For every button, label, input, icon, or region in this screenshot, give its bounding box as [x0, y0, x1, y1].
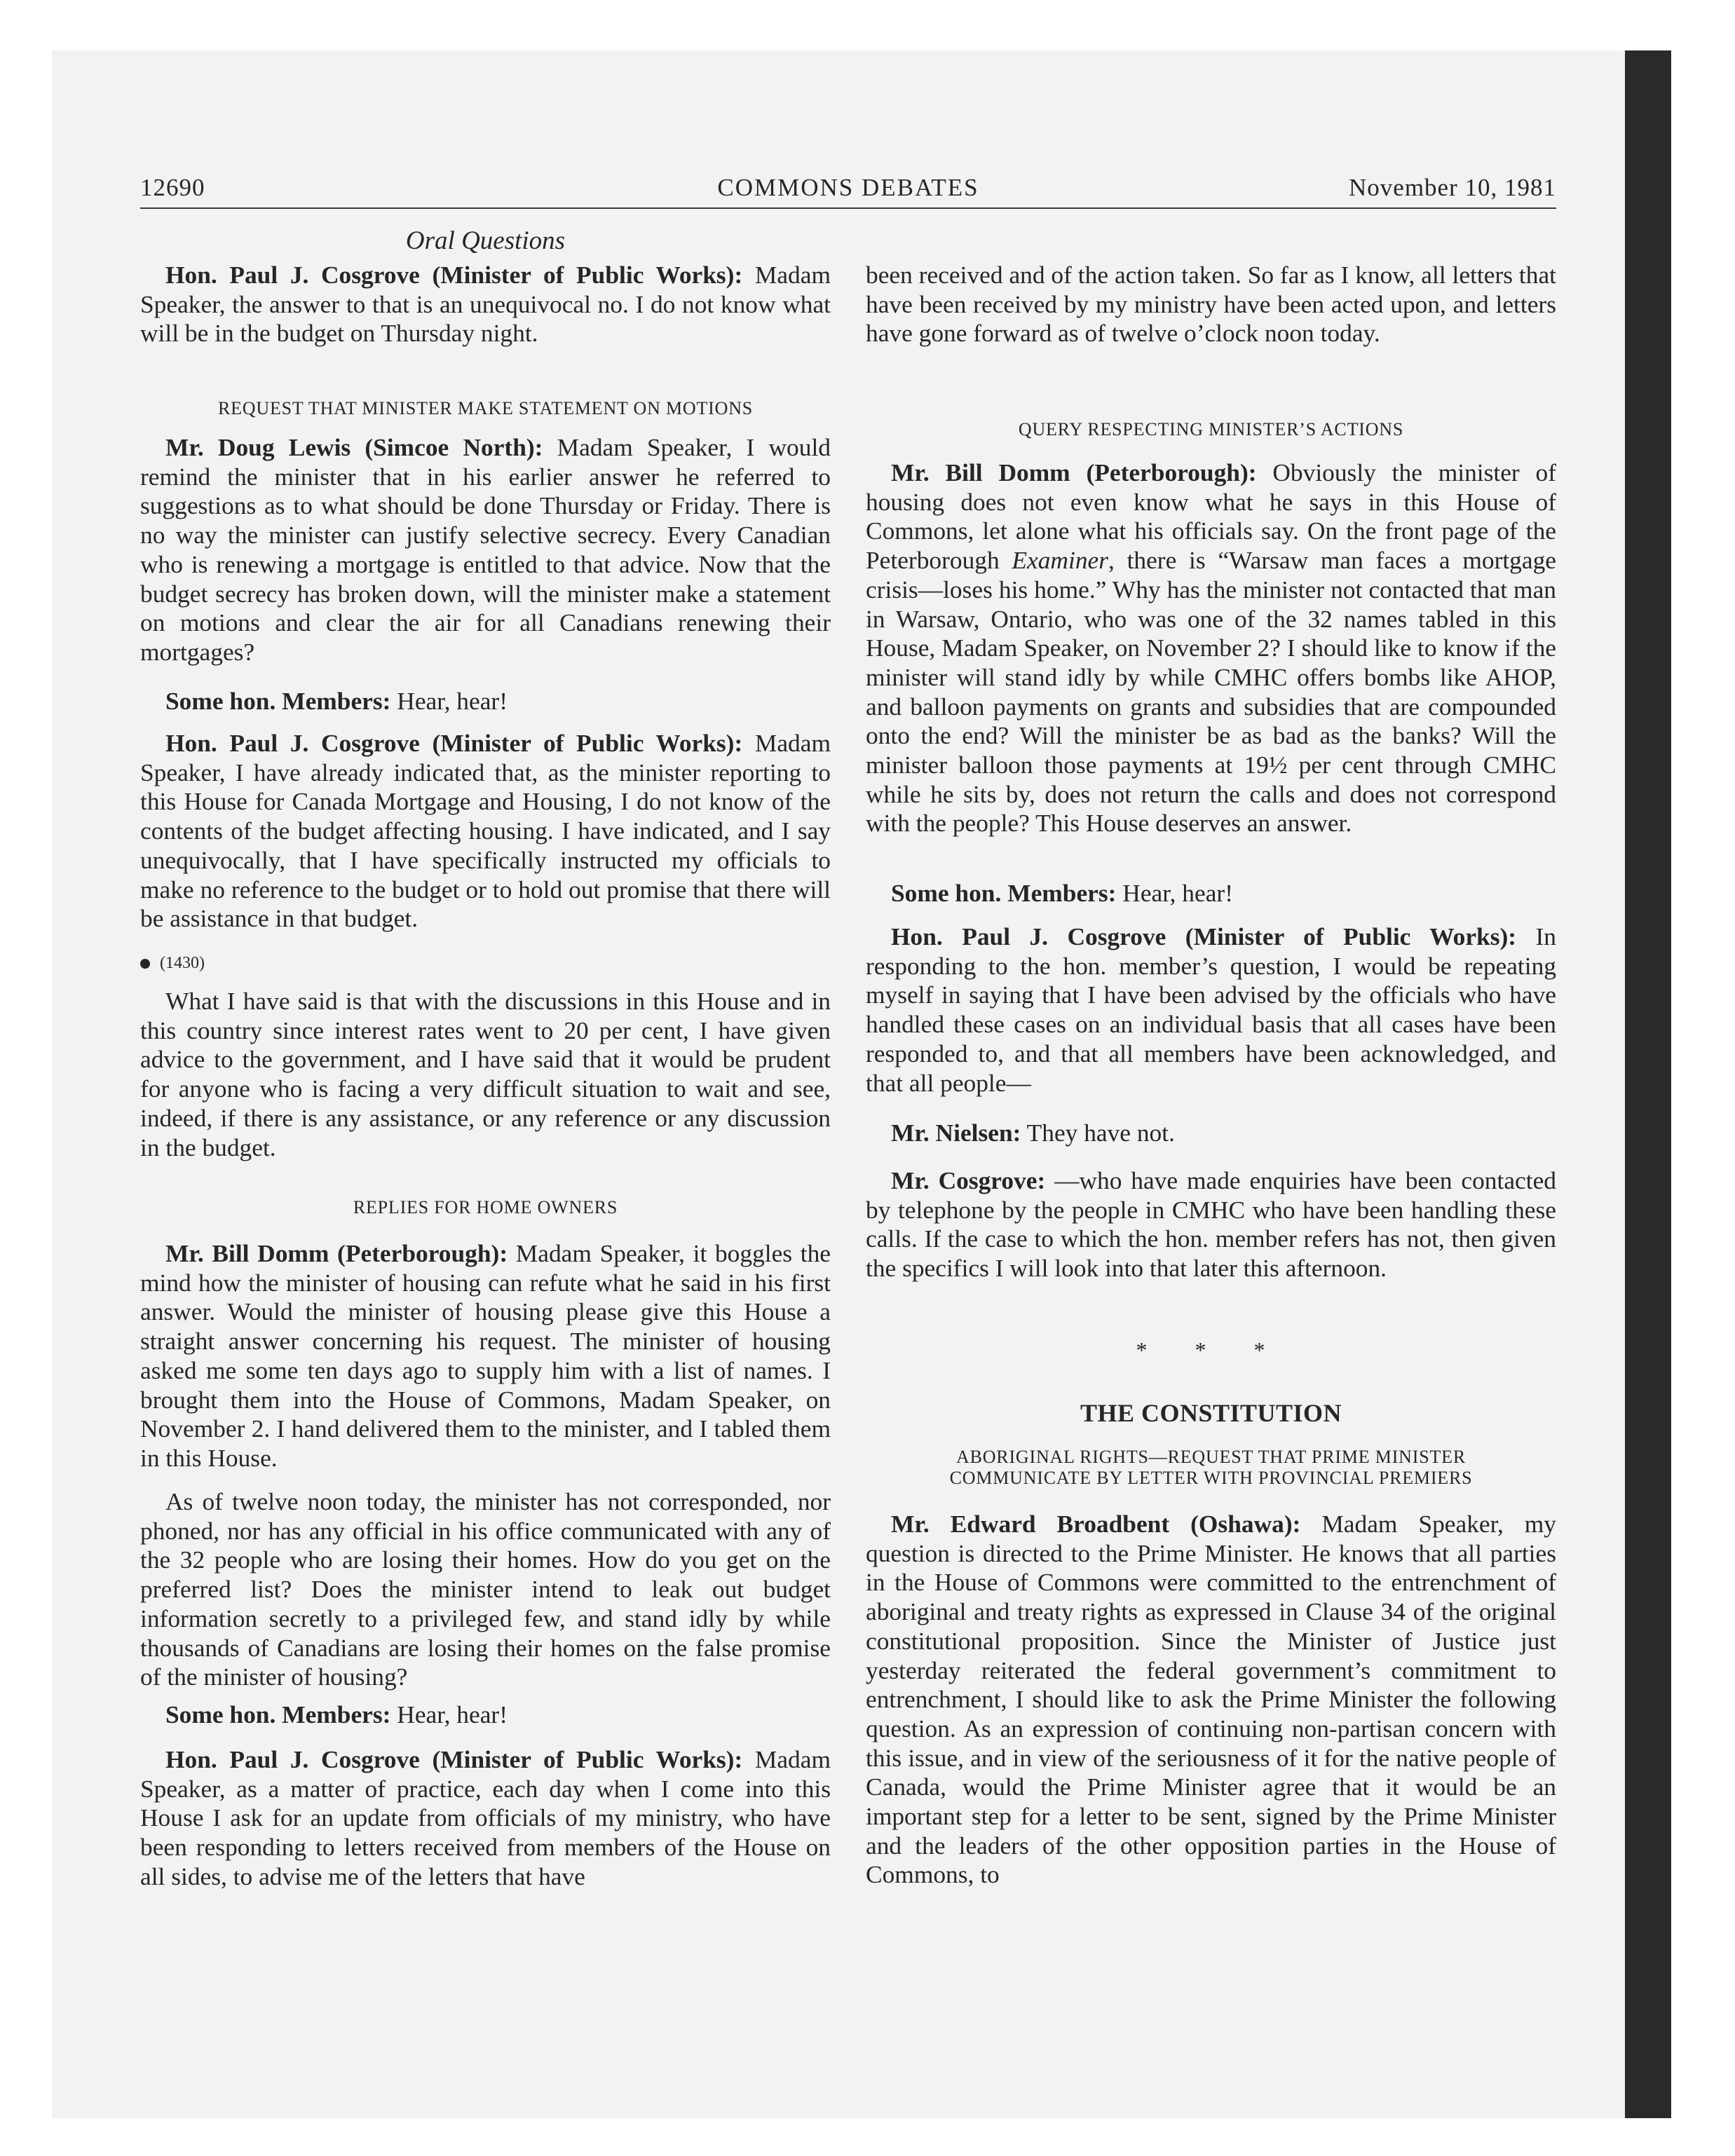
speaker-name: Some hon. Members: [165, 1700, 391, 1728]
page-header [140, 174, 1556, 207]
section-tag: Oral Questions [405, 226, 566, 255]
sub-heading-line-1: ABORIGINAL RIGHTS—REQUEST THAT PRIME MINISTER [956, 1447, 1466, 1467]
sub-heading: REQUEST THAT MINISTER MAKE STATEMENT ON MOTIONS [217, 398, 754, 418]
time-marker [140, 949, 831, 978]
speech-text: Madam Speaker, as a matter of practice, each day when I come into this House I ask for an update from officials of my ministry, who have been responding to letters received from members of the House on all sides, to advise me of the letters that have [140, 1745, 831, 1890]
speaker-name: Mr. Cosgrove: [891, 1166, 1046, 1194]
paragraph [140, 1239, 831, 1473]
right-column-block-3 [866, 879, 1556, 908]
right-column-block-2 [866, 458, 1556, 838]
speech-text: Obviously the minister of housing does not even know what he says in this House of Commons, let alone what his officials say. On the front page of the Peterborough [866, 458, 1556, 575]
paragraph: been received and of the action taken. So far as I know, all letters that have been received by my ministry have been acted upon, and letters have gone forward as of twelve o’clock noon today. [866, 261, 1556, 348]
paragraph [866, 1166, 1556, 1283]
speech-text: Hear, hear! [390, 687, 508, 715]
scan-edge-shadow [1625, 50, 1671, 2118]
right-column-block-7 [866, 1510, 1556, 1890]
left-column-block-7 [140, 1487, 831, 1692]
speech-text: Madam Speaker, my question is directed to the Prime Minister. He knows that all parties in the House of Commons were committed to the entrenchment of aboriginal and treaty rights as expressed in Clause 34 of the original constitutional proposition. Since the Minister of Justice just yesterday reiterated the federal government’s commitment to entrenchment, I should like to ask the Prime Minister the following question. As an expression of continuing non-partisan concern with this issue, and in view of the seriousness of it for the native people of Canada, would the Prime Minister agree that it would be an important step for a letter to be sent, signed by the Prime Minister and the leaders of the other opposition parties in the House of Commons, to [866, 1510, 1556, 1889]
right-column-stars [866, 1336, 1556, 1365]
right-column-block-6 [866, 1166, 1556, 1283]
speech-text: Madam Speaker, I would remind the minister that in his earlier answer he referred to suggestions as to what should be done Thursday or Friday. There is no way the minister can justify selective secrecy. Every Canadian who is renewing a mortgage is entitled to that advice. Now that the budget secrecy has broken down, will the minister make a statement on motions and clear the air for all Canadians renewing their mortgages? [140, 433, 831, 666]
left-column-block-8 [140, 1700, 831, 1730]
paragraph [866, 1510, 1556, 1890]
speech-text: Madam Speaker, it boggles the mind how the minister of housing can refute what he said in his first answer. Would the minister of housing please give this House a straight answer concerning his request. The minister of housing asked me some ten days ago to supply him with a list of names. I brought them into the House of Commons, Madam Speaker, on November 2. I hand delivered them to the minister, and I tabled them in this House. [140, 1239, 831, 1472]
speech-text: Hear, hear! [390, 1700, 508, 1728]
speaker-name: Mr. Bill Domm (Peterborough): [891, 458, 1257, 486]
paragraph [140, 729, 831, 934]
speaker-name: Some hon. Members: [891, 879, 1117, 907]
speech-text: , there is “Warsaw man faces a mortgage crisis—loses his home.” Why has the minister not contacted that man in Warsaw, Ontario, who was one of the 32 names tabled in this House, Madam Speaker, on November 2? I should like to know if the minister will stand idly by while CMHC offers bombs like AHOP, and balloon payments on grants and subsidies that are compounded onto the end? Will the minister be as bad as the banks? Will the minister balloon those payments at 19½ per cent through CMHC while he sits by, does not return the calls and does not correspond with the people? This House deserves an answer. [866, 546, 1556, 838]
left-column-block-5 [140, 987, 831, 1162]
speaker-name: Mr. Edward Broadbent (Oshawa): [891, 1510, 1301, 1538]
paragraph: What I have said is that with the discussions in this House and in this country since interest rates went to 20 per cent, I have given advice to the government, and I have said that it would be prudent for anyone who is facing a very difficult situation to wait and see, indeed, if there is any assistance, or any reference or any discussion in the budget. [140, 987, 831, 1161]
speech-text: —who have made enquiries have been contacted by telephone by the people in CMHC who have been handling these calls. If the case to which the hon. member refers has not, then given the specifics I will look into that later this afternoon. [866, 1166, 1556, 1283]
major-heading: THE CONSTITUTION [1080, 1399, 1342, 1427]
paragraph [866, 1119, 1556, 1148]
right-column-block-1 [866, 261, 1556, 348]
right-column-sub-heading [866, 1447, 1556, 1489]
right-column-block-4 [866, 922, 1556, 1098]
left-column-heading-2 [140, 1197, 831, 1218]
left-column [140, 261, 831, 348]
left-column-block-6 [140, 1239, 831, 1473]
speaker-name: Hon. Paul J. Cosgrove (Minister of Public Works): [891, 922, 1517, 950]
left-column-marker [140, 949, 831, 978]
page-date: November 10, 1981 [1349, 174, 1556, 201]
section-separator: * * * [1136, 1337, 1286, 1363]
speech-text: Hear, hear! [1116, 879, 1233, 907]
left-column-block-2 [140, 433, 831, 667]
newspaper-title: Examiner [1012, 546, 1108, 575]
publication-title: COMMONS DEBATES [717, 174, 979, 201]
right-column-heading-1 [866, 419, 1556, 440]
right-column-block-5 [866, 1119, 1556, 1148]
paragraph [140, 1700, 831, 1730]
speaker-name: Mr. Bill Domm (Peterborough): [165, 1239, 508, 1267]
speaker-name: Hon. Paul J. Cosgrove (Minister of Public Works): [165, 1745, 743, 1773]
left-column-block-4 [140, 729, 831, 934]
speech-text: In responding to the hon. member’s question, I would be repeating myself in saying that I have been advised by the officials who have handled these cases on an individual basis that all cases have been responded to, and that all members have been acknowledged, and that all people— [866, 922, 1556, 1097]
speech-text: Madam Speaker, the answer to that is an unequivocal no. I do not know what will be in the budget on Thursday night. [140, 261, 831, 348]
paragraph [866, 458, 1556, 838]
speaker-name: Mr. Doug Lewis (Simcoe North): [165, 433, 543, 461]
paragraph [140, 261, 831, 348]
paragraph [866, 879, 1556, 908]
speech-text: Madam Speaker, I have already indicated that, as the minister reporting to this House for Canada Mortgage and Housing, I do not know of the contents of the budget affecting housing. I have indicated, and I say unequivocally, that I have specifically instructed my officials to make no reference to the budget or to hold out promise that there will be assistance in that budget. [140, 729, 831, 933]
paragraph [140, 433, 831, 667]
sub-heading: QUERY RESPECTING MINISTER’S ACTIONS [1018, 419, 1404, 439]
speaker-name: Some hon. Members: [165, 687, 391, 715]
sub-heading-line-2: COMMUNICATE BY LETTER WITH PROVINCIAL PREMIERS [949, 1468, 1473, 1488]
paragraph [140, 1745, 831, 1892]
speaker-name: Hon. Paul J. Cosgrove (Minister of Public Works): [165, 729, 743, 757]
page-number: 12690 [140, 174, 205, 201]
time-marker-text: (1430) [160, 954, 205, 972]
speech-text: They have not. [1021, 1119, 1175, 1147]
header-rule [140, 207, 1556, 209]
paragraph [140, 687, 831, 716]
speaker-name: Hon. Paul J. Cosgrove (Minister of Public Works): [165, 261, 743, 289]
paragraph [866, 922, 1556, 1098]
left-column-block-3 [140, 687, 831, 716]
left-column-block-9 [140, 1745, 831, 1892]
bullet-dot-icon [140, 959, 150, 969]
speaker-name: Mr. Nielsen: [891, 1119, 1021, 1147]
left-column-heading-1 [140, 398, 831, 419]
paragraph: As of twelve noon today, the minister has not corresponded, nor phoned, nor has any official in his office communicated with any of the 32 people who are losing their homes. How do you get on the preferred list? Does the minister intend to leak out budget information secretly to a privileged few, and stand idly by while thousands of Canadians are losing their homes on the false promise of the minister of housing? [140, 1487, 831, 1691]
sub-heading: REPLIES FOR HOME OWNERS [353, 1197, 618, 1217]
right-column-major-heading [866, 1399, 1556, 1428]
